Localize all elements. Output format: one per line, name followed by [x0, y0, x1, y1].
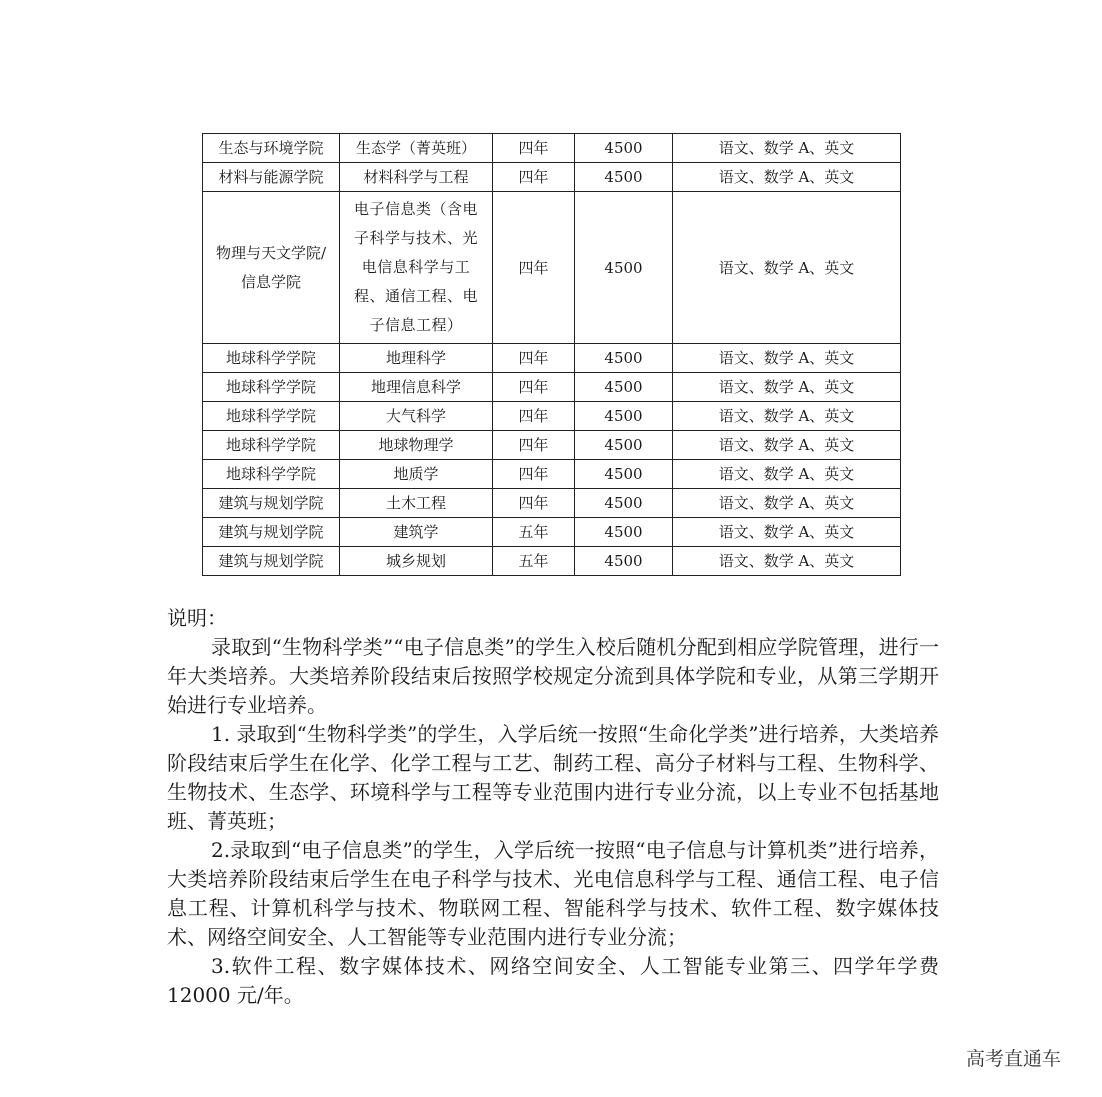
notes-paragraph-3: 3.软件工程、数字媒体技术、网络空间安全、人工智能专业第三、四学年学费 12000 元/年。	[167, 954, 939, 1007]
cell-duration: 四年	[493, 431, 575, 460]
table-row	[203, 373, 901, 402]
cell-college: 材料与能源学院	[203, 163, 340, 192]
cell-fee: 4500	[575, 489, 673, 518]
cell-major: 地理科学	[340, 344, 493, 373]
cell-subjects: 语文、数学 A、英文	[673, 402, 901, 431]
cell-duration: 四年	[493, 489, 575, 518]
cell-subjects: 语文、数学 A、英文	[673, 192, 901, 344]
table-body	[203, 134, 901, 576]
cell-major: 地球物理学	[340, 431, 493, 460]
cell-college: 生态与环境学院	[203, 134, 340, 163]
cell-fee: 4500	[575, 163, 673, 192]
cell-college: 地球科学学院	[203, 344, 340, 373]
notes-paragraph-2: 2.录取到“电子信息类”的学生，入学后统一按照“电子信息与计算机类”进行培养，大类培养阶段结束后学生在电子科学与技术、光电信息科学与工程、通信工程、电子信息工程、计算机科学与技术、物联网工程、智能科学与技术、软件工程、数字媒体技术、网络空间安全、人工智能等专业范围内进行专业分流；	[167, 838, 939, 949]
cell-college: 建筑与规划学院	[203, 489, 340, 518]
table-row	[203, 163, 901, 192]
notes-paragraph-intro: 录取到“生物科学类”“电子信息类”的学生入校后随机分配到相应学院管理，进行一年大类培养。大类培养阶段结束后按照学校规定分流到具体学院和专业，从第三学期开始进行专业培养。	[167, 635, 939, 717]
cell-duration: 四年	[493, 134, 575, 163]
cell-major: 生态学（菁英班）	[340, 134, 493, 163]
cell-major: 建筑学	[340, 518, 493, 547]
cell-college: 建筑与规划学院	[203, 547, 340, 576]
cell-fee: 4500	[575, 460, 673, 489]
cell-subjects: 语文、数学 A、英文	[673, 373, 901, 402]
cell-fee: 4500	[575, 547, 673, 576]
notes-section	[167, 604, 939, 1010]
table-row	[203, 518, 901, 547]
table-row	[203, 547, 901, 576]
table-row	[203, 344, 901, 373]
table-row	[203, 192, 901, 344]
cell-major: 地理信息科学	[340, 373, 493, 402]
cell-major: 材料科学与工程	[340, 163, 493, 192]
cell-subjects: 语文、数学 A、英文	[673, 460, 901, 489]
cell-duration: 四年	[493, 373, 575, 402]
cell-college: 地球科学学院	[203, 431, 340, 460]
cell-major: 土木工程	[340, 489, 493, 518]
cell-major: 地质学	[340, 460, 493, 489]
cell-college: 地球科学学院	[203, 460, 340, 489]
notes-heading: 说明：	[167, 606, 227, 630]
cell-subjects: 语文、数学 A、英文	[673, 431, 901, 460]
cell-duration: 四年	[493, 460, 575, 489]
cell-duration: 四年	[493, 192, 575, 344]
cell-fee: 4500	[575, 431, 673, 460]
cell-major: 大气科学	[340, 402, 493, 431]
cell-duration: 五年	[493, 518, 575, 547]
watermark-text: 高考直通车	[966, 1048, 1062, 1070]
cell-subjects: 语文、数学 A、英文	[673, 518, 901, 547]
cell-fee: 4500	[575, 373, 673, 402]
cell-subjects: 语文、数学 A、英文	[673, 344, 901, 373]
table-row	[203, 460, 901, 489]
table-row	[203, 134, 901, 163]
cell-duration: 四年	[493, 402, 575, 431]
cell-subjects: 语文、数学 A、英文	[673, 547, 901, 576]
cell-duration: 五年	[493, 547, 575, 576]
admissions-table	[202, 133, 901, 576]
cell-subjects: 语文、数学 A、英文	[673, 489, 901, 518]
cell-fee: 4500	[575, 518, 673, 547]
cell-fee: 4500	[575, 402, 673, 431]
cell-subjects: 语文、数学 A、英文	[673, 163, 901, 192]
table-row	[203, 431, 901, 460]
cell-major: 电子信息类（含电子科学与技术、光电信息科学与工程、通信工程、电子信息工程）	[340, 192, 493, 344]
table-row	[203, 489, 901, 518]
cell-fee: 4500	[575, 344, 673, 373]
cell-subjects: 语文、数学 A、英文	[673, 134, 901, 163]
cell-college: 建筑与规划学院	[203, 518, 340, 547]
cell-college: 地球科学学院	[203, 402, 340, 431]
cell-duration: 四年	[493, 344, 575, 373]
cell-college: 物理与天文学院/信息学院	[203, 192, 340, 344]
table-row	[203, 402, 901, 431]
notes-paragraph-1: 1. 录取到“生物科学类”的学生，入学后统一按照“生命化学类”进行培养，大类培养阶段结束后学生在化学、化学工程与工艺、制药工程、高分子材料与工程、生物科学、生物技术、生态学、环境科学与工程等专业范围内进行专业分流，以上专业不包括基地班、菁英班；	[167, 722, 939, 833]
cell-fee: 4500	[575, 192, 673, 344]
cell-major: 城乡规划	[340, 547, 493, 576]
cell-college: 地球科学学院	[203, 373, 340, 402]
cell-duration: 四年	[493, 163, 575, 192]
cell-fee: 4500	[575, 134, 673, 163]
